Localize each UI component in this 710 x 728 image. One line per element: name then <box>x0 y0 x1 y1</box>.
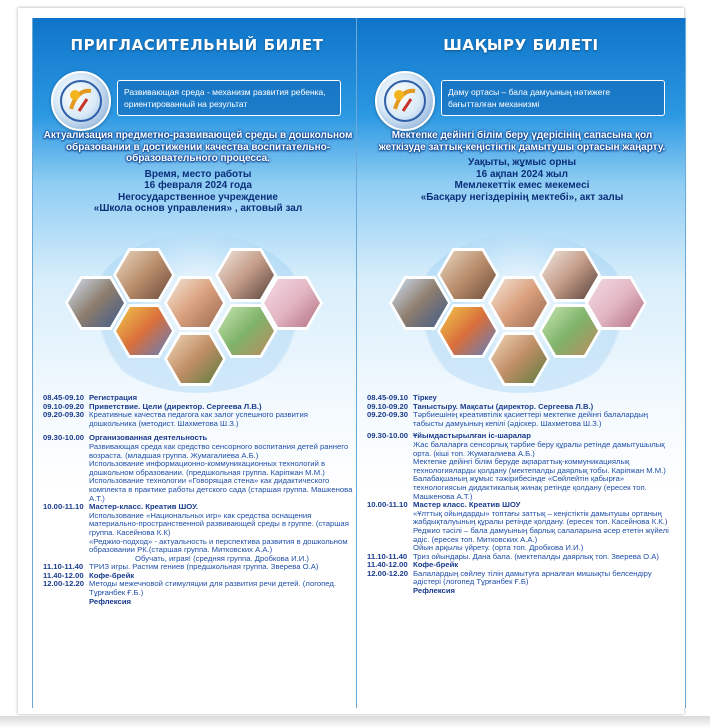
panel-title: ПРИГЛАСИТЕЛЬНЫЙ БИЛЕТ <box>70 36 324 54</box>
schedule-row: 09.20-09.30 Креативные качества педагога как залог успешного развития дошкольника (методист. Шахметова Ш.З.) <box>43 410 308 428</box>
schedule-row: 11.10-11.40 Триз ойындары. Дана бала. (мектепалды даярлық топ. Зверева О.А) <box>367 551 659 561</box>
organization: Негосударственное учреждение <box>118 191 278 203</box>
schedule-row: 09.10-09.20 Таныстыру. Мақсаты (директор. Сергеева Л.В.) <box>367 401 594 411</box>
event-topic: Актуализация предметно-развивающей среды в дошкольном образовании в достижении качества воспитательно-образовательного процесса. <box>43 130 353 164</box>
schedule-row: 12.00-12.20 Методы межечновой стимуляции для развития речи детей. (логопед. Тұрғанбек Ғ.Б.) <box>43 579 337 598</box>
schedule <box>43 394 355 606</box>
banner-slogan: Даму ортасы – бала дамуының нәтижеге бағытталған механизмі <box>441 80 665 116</box>
schedule-row: 09.20-09.30 Тәрбиешінің креативтілік қасиеттері мектепке дейінгі балалардың табысты дамуының кепілі (әдіскер. Шахметова Ш.З.) <box>367 410 649 428</box>
schedule-row: 11.40-12.00 Кофе-брейк <box>43 570 135 580</box>
page-shadow <box>0 716 710 728</box>
schedule-row: Балабақшаның жұмыс тәжірибесінде «Сөйлейтін қабырға» технологиясын дидактикалық жинақ ретінде қолдану (ересек топ. Машкенова А.Т.) <box>413 474 647 501</box>
banner-slogan: Развивающая среда - механизм развития ребенка, ориентированный на результат <box>117 80 341 116</box>
schedule-row: Реджио тәсілі – бала дамуының барлық салаларына әсер ететін жүйелі әдіс. (ересек топ. Митковских А.А.) <box>413 525 669 544</box>
time-place-label: Время, место работы <box>144 168 252 180</box>
event-date: 16 февраля 2024 года <box>144 180 252 191</box>
schedule-row: 09.30-10.00 Организованная деятельность <box>43 433 208 443</box>
organization: Мемлекеттік емес мекемесі <box>454 180 590 191</box>
reflection-label: Рефлексия <box>89 596 132 606</box>
event-topic: Мектепке дейінгі білім беру үдерісінің сапасына қол жеткізуде заттық-кеңістіктік дамытушы ортасын жаңарту. <box>378 130 666 153</box>
reflection-label: Рефлексия <box>413 586 456 596</box>
schedule-row: Развивающая среда как средство сенсорного воспитания детей раннего возраста. (младшая группа. Жумагалиева А.Б.) <box>89 441 349 460</box>
schedule-row: 10.00-11.10 Мастер-класс. Креатив ШОУ. <box>43 502 199 512</box>
schedule-row: 08.45-09.10 Тіркеу <box>367 393 437 402</box>
event-heading <box>367 130 677 203</box>
schedule-row: Ойын арқылы үйрету. (орта топ. Дробкова И.И.) <box>413 543 584 553</box>
schedule-row: 08.45-09.10 Регистрация <box>43 393 138 402</box>
schedule-row: Использование информационно-коммуникационных технологий в дошкольном образовании. (предшкольная группа. Карiпжан М.М.) <box>89 459 326 477</box>
schedule-row: «Ұлттық ойындарды» топтағы заттық – кеңістіктік дамытушы ортаның жабдықталуының құралы ретінде қолдану. (ересек топ. Касейнова К.К.) <box>413 508 668 527</box>
panel-title: ШАҚЫРУ БИЛЕТІ <box>443 36 599 54</box>
event-heading <box>43 130 353 215</box>
schedule-row: 11.10-11.40 ТРИЗ игры. Растим гениев (предшкольная группа. Зверева О.А) <box>43 562 319 572</box>
schedule-row: 12.00-12.20 Балалардың сөйлеу тілін дамытуға арналған мишықты белсендіру әдістері (логопед Тұрғанбек Ғ.Б) <box>367 568 652 587</box>
schedule-row: «Реджио-подход» - актуальность и перспектива развития в дошкольном образовании РК.(старшая группа. Митковских А.А.) <box>89 536 348 555</box>
schedule-row: Использование технологии «Говорящая стена» как дидактического комплекта в практике работы детского сада (старшая группа. Машкенова А.Т.) <box>89 476 353 503</box>
logo-icon <box>51 71 111 131</box>
schedule-row: Жас балаларға сенсорлық тәрбие беру құралы ретінде дамытушылық орта. (кіші топ. Жумагалиева А.Б.) <box>413 439 665 458</box>
time-place-label: Уақыты, жұмыс орны <box>467 157 577 168</box>
schedule-row: 11.40-12.00 Кофе-брейк <box>367 560 459 570</box>
venue: «Школа основ управления» , актовый зал <box>93 203 303 214</box>
logo-icon <box>375 71 435 131</box>
schedule-row: Обучать, играя! (средняя группа. Дробкова И.И.) <box>135 553 309 563</box>
event-date: 16 ақпан 2024 жыл <box>476 168 568 180</box>
schedule-row: 09.30-10.00 Ұйымдастырылған іс-шаралар <box>367 431 531 441</box>
left-panel-russian <box>32 18 362 708</box>
invitation-sheet <box>18 8 684 714</box>
right-panel-kazakh <box>356 18 686 708</box>
schedule-row: Мектепке дейінгі білім беруде ақпараттық-коммуникациялық технологияларды қолдану (мектепалды даярлық тобы. Карiпжан М.М.) <box>413 457 666 475</box>
schedule-row: Использование «Национальных игр» как средства оснащения материально-пространственной развивающей среды в группе. (старшая группа. Касейнова К.К) <box>89 510 349 537</box>
schedule <box>367 394 679 596</box>
venue: «Басқару негіздерінің мектебі», акт залы <box>420 191 624 203</box>
schedule-row: 10.00-11.10 Мастер класс. Креатив ШОУ <box>367 500 521 510</box>
schedule-row: 09.10-09.20 Приветствие. Цели (директор. Сергеева Л.В.) <box>43 401 262 411</box>
